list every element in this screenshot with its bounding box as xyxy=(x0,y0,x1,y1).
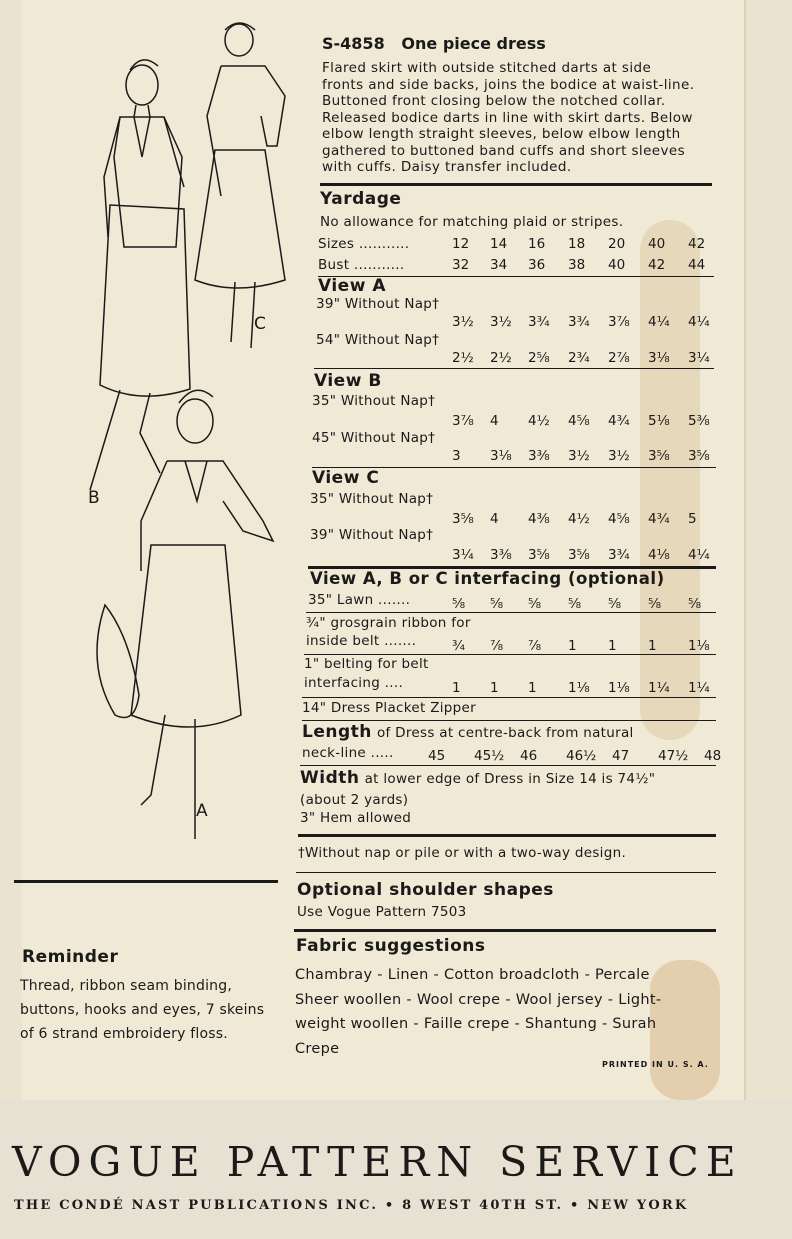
size-cell: 34 xyxy=(490,257,508,273)
size-cell: 4¾ xyxy=(608,413,630,429)
section-divider xyxy=(298,834,716,837)
size-cell: 5⅛ xyxy=(648,413,670,429)
size-cell: 5 xyxy=(688,511,697,527)
size-cell: 4 xyxy=(490,511,499,527)
description-line: Buttoned front closing below the notched collar. xyxy=(322,93,666,109)
size-cell: 3½ xyxy=(608,448,630,464)
row-divider xyxy=(300,765,716,766)
description-line: fronts and side backs, joins the bodice at waist-line. xyxy=(322,76,695,93)
width-block xyxy=(300,768,655,788)
size-cell: 2½ xyxy=(452,350,474,366)
view-c-row1-label: 35" Without Nap† xyxy=(310,491,434,507)
size-cell: 4⅛ xyxy=(648,547,670,563)
size-cell: 4¾ xyxy=(648,511,670,527)
description-line: Flared skirt with outside stitched darts at side xyxy=(322,60,652,76)
width-heading: Width xyxy=(300,768,360,788)
figure-c-label: C xyxy=(254,314,266,334)
size-cell: 3½ xyxy=(490,314,512,330)
ribbon-label: inside belt ....... xyxy=(306,633,417,649)
fabric-heading: Fabric suggestions xyxy=(296,936,486,956)
size-cell: 1¼ xyxy=(688,680,710,696)
row-divider xyxy=(302,720,716,721)
section-divider xyxy=(294,929,716,932)
size-cell: ⅝ xyxy=(490,596,504,612)
view-a-row1-label: 39" Without Nap† xyxy=(316,296,440,312)
reminder-text xyxy=(20,974,282,1046)
size-cell: 1⅛ xyxy=(608,680,630,696)
size-cell: 4 xyxy=(490,413,499,429)
figure-b-label: B xyxy=(88,488,100,508)
shoulder-heading: Optional shoulder shapes xyxy=(297,880,554,900)
size-cell: 3⅝ xyxy=(688,448,710,464)
yardage-heading: Yardage xyxy=(320,189,402,209)
fabric-line: weight woollen - Faille crepe - Shantung - Surah xyxy=(295,1016,657,1032)
length-text: of Dress at centre-back from natural xyxy=(376,725,634,741)
figure-c-illustration xyxy=(185,20,305,360)
fabric-line: Crepe xyxy=(295,1040,340,1057)
size-cell: 45½ xyxy=(474,748,505,764)
size-cell: 45 xyxy=(428,748,446,764)
size-cell: 3¼ xyxy=(688,350,710,366)
description-line: with cuffs. Daisy transfer included. xyxy=(322,159,572,175)
size-cell: 3¾ xyxy=(528,314,550,330)
size-cell: 5⅜ xyxy=(688,413,710,429)
shoulder-text: Use Vogue Pattern 7503 xyxy=(297,904,467,920)
size-cell: 1⅛ xyxy=(688,638,710,654)
bust-label: Bust ........... xyxy=(318,257,405,273)
size-cell: 1 xyxy=(490,680,499,696)
pattern-heading xyxy=(322,34,546,53)
view-b-row2-label: 45" Without Nap† xyxy=(312,430,436,446)
size-cell: ⅝ xyxy=(648,596,662,612)
size-cell: ⅝ xyxy=(688,596,702,612)
size-cell: 2⅝ xyxy=(528,350,550,366)
size-cell: 44 xyxy=(688,257,706,273)
size-cell: 1 xyxy=(452,680,461,696)
size-cell: 3 xyxy=(452,448,461,464)
size-cell: 47½ xyxy=(658,748,689,764)
section-divider xyxy=(14,880,278,883)
size-cell: 3⅝ xyxy=(648,448,670,464)
fabric-line: Chambray - Linen - Cotton broadcloth - Percale xyxy=(295,967,650,983)
width-line3: 3" Hem allowed xyxy=(300,810,412,826)
size-cell: 1⅛ xyxy=(568,680,590,696)
size-cell: 40 xyxy=(608,257,626,273)
description-line: Released bodice darts in line with skirt darts. Below xyxy=(322,109,693,126)
fabric-line: Sheer woollen - Wool crepe - Wool jersey - Light- xyxy=(295,991,662,1008)
view-b-heading: View B xyxy=(314,371,382,391)
age-stain xyxy=(640,220,700,740)
size-cell: ¾ xyxy=(452,638,466,654)
reminder-line: Thread, ribbon seam binding, xyxy=(20,978,232,994)
size-cell: 3⅝ xyxy=(568,547,590,563)
reminder-line: buttons, hooks and eyes, 7 skeins xyxy=(20,1002,265,1018)
row-divider xyxy=(296,872,716,873)
size-cell: 3¾ xyxy=(608,547,630,563)
zipper-line: 14" Dress Placket Zipper xyxy=(302,700,476,716)
lawn-label: 35" Lawn ....... xyxy=(308,592,411,608)
size-cell: 12 xyxy=(452,236,470,252)
size-cell: 3⅞ xyxy=(608,314,630,330)
size-cell: 18 xyxy=(568,236,586,252)
pattern-number: S-4858 xyxy=(322,34,385,53)
view-c-row2-label: 39" Without Nap† xyxy=(310,527,434,543)
width-line2: (about 2 yards) xyxy=(300,792,409,808)
reminder-line: of 6 strand embroidery floss. xyxy=(20,1026,228,1042)
brand-name: VOGUE PATTERN SERVICE xyxy=(12,1138,743,1186)
size-cell: 16 xyxy=(528,236,546,252)
size-cell: ⅝ xyxy=(452,596,466,612)
size-cell: 40 xyxy=(648,236,666,252)
size-cell: 4¼ xyxy=(688,547,710,563)
size-cell: 3⅛ xyxy=(648,350,670,366)
size-cell: 4¼ xyxy=(688,314,710,330)
size-cell: 3⅜ xyxy=(528,448,550,464)
description-line: elbow length straight sleeves, below elbow length xyxy=(322,126,681,142)
width-text: at lower edge of Dress in Size 14 is 74½" xyxy=(364,771,656,787)
size-cell: ⅞ xyxy=(528,638,542,654)
size-cell: 2½ xyxy=(490,350,512,366)
nap-footnote: †Without nap or pile or with a two-way design. xyxy=(298,845,627,861)
size-cell: 3⅞ xyxy=(452,413,474,429)
size-cell: 3⅝ xyxy=(452,511,474,527)
size-cell: 1 xyxy=(648,638,657,654)
section-divider xyxy=(320,183,712,186)
figure-a-label: A xyxy=(196,801,208,821)
size-cell: 3⅜ xyxy=(490,547,512,563)
size-cell: 4⅝ xyxy=(568,413,590,429)
size-cell: 2⅞ xyxy=(608,350,630,366)
size-cell: 3¾ xyxy=(568,314,590,330)
reminder-heading: Reminder xyxy=(22,947,119,967)
size-cell: 4½ xyxy=(528,413,550,429)
row-divider xyxy=(306,612,716,613)
yardage-note: No allowance for matching plaid or stripes. xyxy=(320,214,624,230)
fabric-list xyxy=(295,963,735,1061)
interfacing-heading: View A, B or C interfacing (optional) xyxy=(310,569,665,588)
size-cell: 48 xyxy=(704,748,722,764)
size-cell: 4¼ xyxy=(648,314,670,330)
sizes-label: Sizes ........... xyxy=(318,236,410,252)
size-cell: 3½ xyxy=(568,448,590,464)
size-cell: 3⅛ xyxy=(490,448,512,464)
size-cell: 3½ xyxy=(452,314,474,330)
view-c-heading: View C xyxy=(312,468,380,488)
size-cell: 47 xyxy=(612,748,630,764)
neckline-label: neck-line ..... xyxy=(302,745,394,761)
pattern-description xyxy=(322,60,714,176)
row-divider xyxy=(304,654,716,655)
size-cell: 32 xyxy=(452,257,470,273)
size-cell: 1 xyxy=(568,638,577,654)
size-cell: ⅝ xyxy=(528,596,542,612)
view-b-row1-label: 35" Without Nap† xyxy=(312,393,436,409)
size-cell: 4⅝ xyxy=(608,511,630,527)
size-cell: 1¼ xyxy=(648,680,670,696)
size-cell: 1 xyxy=(528,680,537,696)
belting-label: interfacing .... xyxy=(304,675,404,691)
description-line: gathered to buttoned band cuffs and short sleeves xyxy=(322,142,686,159)
size-cell: 3⅝ xyxy=(528,547,550,563)
size-cell: 38 xyxy=(568,257,586,273)
size-cell: 4½ xyxy=(568,511,590,527)
size-cell: ⅝ xyxy=(568,596,582,612)
row-divider xyxy=(314,368,714,369)
size-cell: 46 xyxy=(520,748,538,764)
publisher-address: THE CONDÉ NAST PUBLICATIONS INC. • 8 WEST 40TH ST. • NEW YORK xyxy=(14,1198,689,1213)
size-cell: ⅝ xyxy=(608,596,622,612)
length-heading: Length xyxy=(302,722,372,742)
belting-line: 1" belting for belt xyxy=(304,656,429,672)
ribbon-line: ¾" grosgrain ribbon for xyxy=(306,615,471,631)
size-cell: 46½ xyxy=(566,748,597,764)
size-cell: ⅞ xyxy=(490,638,504,654)
size-cell: 14 xyxy=(490,236,508,252)
length-block xyxy=(302,722,634,742)
size-cell: 2¾ xyxy=(568,350,590,366)
row-divider xyxy=(302,697,716,698)
size-cell: 42 xyxy=(648,257,666,273)
size-cell: 42 xyxy=(688,236,706,252)
size-cell: 36 xyxy=(528,257,546,273)
view-a-row2-label: 54" Without Nap† xyxy=(316,332,440,348)
size-cell: 4⅜ xyxy=(528,511,550,527)
printed-in-usa: PRINTED IN U. S. A. xyxy=(602,1060,709,1069)
figure-a-illustration xyxy=(85,385,285,865)
pattern-title: One piece dress xyxy=(401,34,546,53)
size-cell: 1 xyxy=(608,638,617,654)
size-cell: 3¼ xyxy=(452,547,474,563)
size-cell: 20 xyxy=(608,236,626,252)
view-a-heading: View A xyxy=(318,276,386,296)
